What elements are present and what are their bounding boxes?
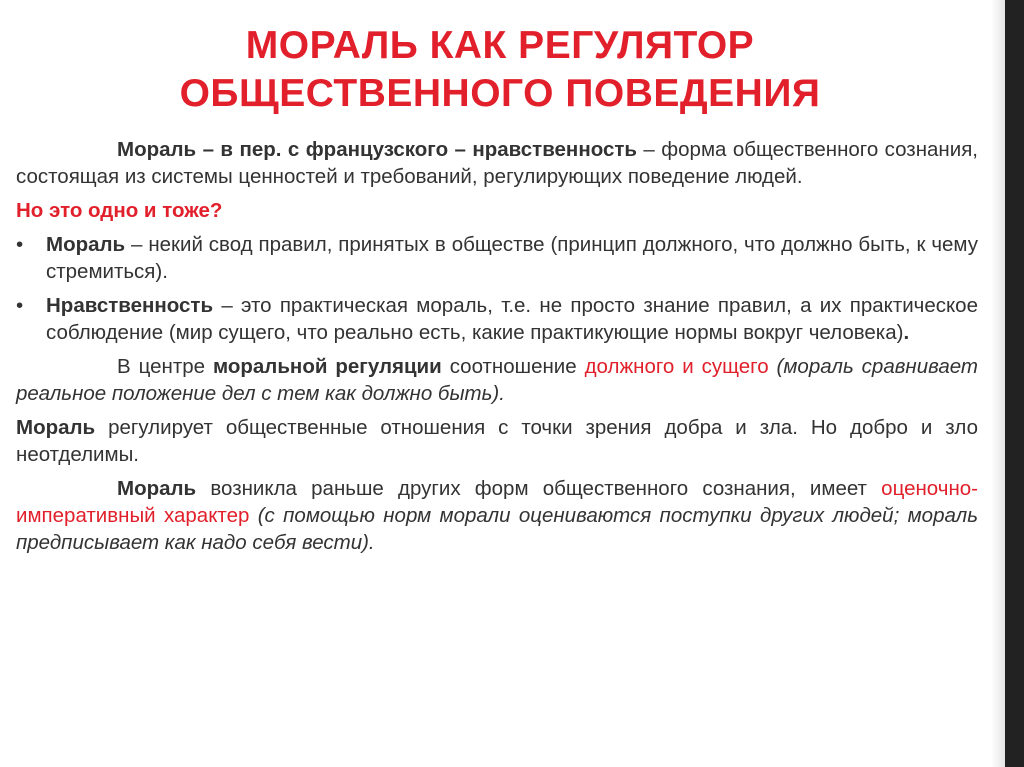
regulation-italic-note: (мораль сравнивает реальное положение дел с тем как должно быть). (16, 355, 978, 405)
regulation-paragraph (16, 353, 978, 407)
bullet-text (46, 292, 978, 346)
bullet-end-mark: . (903, 321, 910, 344)
bullet-term: Мораль (46, 233, 126, 256)
bullet-description: – некий свод правил, принятых в обществе (принцип должного, что должно быть, к чему стремиться). (46, 233, 978, 283)
regulation-text-a: В центре (117, 355, 213, 378)
question-line: Но это одно и тоже? (16, 199, 223, 222)
origin-text-a: возникла раньше других форм общественного сознания, имеет (196, 477, 882, 500)
definition-term: Мораль – в пер. с французского – нравственность (117, 138, 637, 161)
bullet-term: Нравственность (46, 294, 214, 317)
bullet-text (46, 231, 978, 285)
title-line-2: ОБЩЕСТВЕННОГО ПОВЕДЕНИЯ (179, 72, 821, 115)
good-evil-term: Мораль (16, 416, 96, 439)
good-evil-text: регулирует общественные отношения с точки зрения добра и зла. Но добро и зло неотделимы. (16, 416, 978, 466)
bullet-description: – это практическая мораль, т.е. не просто знание правил, а их практическое соблюдение (мир сущего, что реально есть, какие практикующие нормы вокруг человека) (46, 294, 978, 344)
title-line-1: МОРАЛЬ КАК РЕГУЛЯТОР (245, 24, 755, 67)
regulation-term: моральной регуляции (212, 355, 442, 378)
slide-right-border (1005, 0, 1024, 767)
definition-text: – форма общественного сознания, состоящая из системы ценностей и требований, регулирующих поведение людей. (16, 138, 979, 188)
bullet-item-ethics (16, 292, 978, 346)
regulation-highlight: должного и сущего (584, 355, 769, 378)
slide-title (0, 22, 1000, 118)
origin-paragraph (16, 475, 978, 556)
origin-highlight: оценочно-императивный характер (16, 477, 978, 527)
definition-paragraph (16, 136, 978, 190)
regulation-text-c: соотношение (441, 355, 585, 378)
origin-term: Мораль (117, 477, 197, 500)
slide-content (16, 136, 978, 556)
origin-italic-note: (с помощью норм морали оцениваются поступки других людей; мораль предписывает как надо себя вести). (16, 504, 978, 554)
bullet-dot-icon: • (16, 294, 24, 317)
good-evil-paragraph (16, 414, 978, 468)
bullet-item-morality (16, 231, 978, 285)
bullet-dot-icon: • (16, 233, 24, 256)
